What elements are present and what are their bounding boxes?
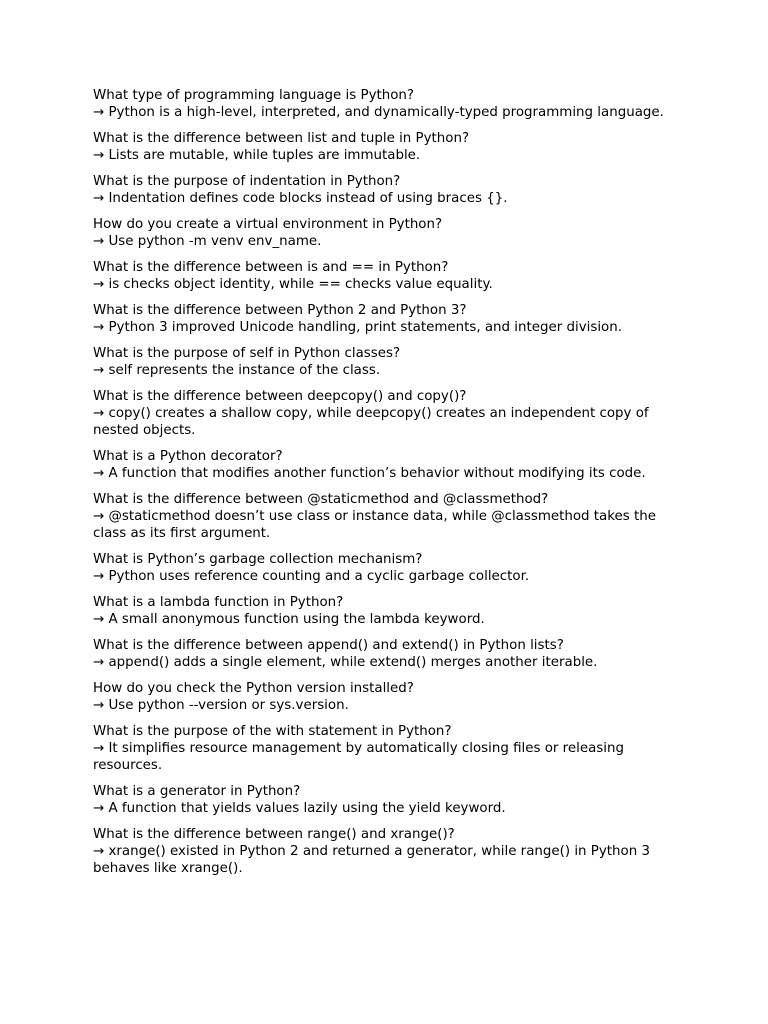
answer: → self represents the instance of the class. [93, 363, 381, 378]
answer: → Indentation defines code blocks instead of using braces {}. [93, 191, 508, 206]
answer: → A function that yields values lazily using the yield keyword. [93, 801, 506, 816]
qa-item-2 [93, 130, 673, 164]
question: What is the purpose of self in Python classes? [93, 346, 401, 361]
qa-item-7 [93, 345, 673, 379]
question: What is the difference between is and == in Python? [93, 260, 449, 275]
answer: → A function that modifies another function’s behavior without modifying its code. [93, 466, 646, 481]
question: What is the difference between deepcopy() and copy()? [93, 389, 467, 404]
qa-item-13 [93, 637, 673, 671]
answer: → Python is a high-level, interpreted, and dynamically-typed programming language. [93, 105, 664, 120]
answer: → @staticmethod doesn’t use class or instance data, while @classmethod takes the class as its first argument. [93, 509, 656, 541]
question: How do you create a virtual environment in Python? [93, 217, 443, 232]
answer: → is checks object identity, while == checks value equality. [93, 277, 493, 292]
question: How do you check the Python version installed? [93, 681, 414, 696]
qa-item-3 [93, 173, 673, 207]
question: What is a lambda function in Python? [93, 595, 344, 610]
question: What is a Python decorator? [93, 449, 283, 464]
qa-item-9 [93, 448, 673, 482]
qa-item-6 [93, 302, 673, 336]
question: What is the difference between @staticmethod and @classmethod? [93, 492, 549, 507]
question: What is the difference between list and tuple in Python? [93, 131, 470, 146]
qa-item-16 [93, 783, 673, 817]
qa-item-8 [93, 388, 673, 439]
answer: → A small anonymous function using the lambda keyword. [93, 612, 485, 627]
answer: → Python 3 improved Unicode handling, print statements, and integer division. [93, 320, 622, 335]
answer: → Lists are mutable, while tuples are immutable. [93, 148, 421, 163]
question: What is a generator in Python? [93, 784, 301, 799]
qa-item-14 [93, 680, 673, 714]
qa-item-11 [93, 551, 673, 585]
answer: → It simplifies resource management by automatically closing files or releasing resources. [93, 741, 624, 773]
question: What is the purpose of the with statement in Python? [93, 724, 452, 739]
question: What type of programming language is Python? [93, 88, 415, 103]
qa-item-1 [93, 87, 673, 121]
answer: → copy() creates a shallow copy, while deepcopy() creates an independent copy of nested objects. [93, 406, 649, 438]
question: What is the difference between Python 2 and Python 3? [93, 303, 467, 318]
qa-item-17 [93, 826, 673, 877]
qa-item-12 [93, 594, 673, 628]
question: What is the difference between append() and extend() in Python lists? [93, 638, 564, 653]
question: What is Python’s garbage collection mechanism? [93, 552, 423, 567]
qa-item-5 [93, 259, 673, 293]
question: What is the purpose of indentation in Python? [93, 174, 401, 189]
document-page [93, 87, 673, 886]
answer: → xrange() existed in Python 2 and returned a generator, while range() in Python 3 behaves like xrange(). [93, 844, 650, 876]
answer: → append() adds a single element, while extend() merges another iterable. [93, 655, 598, 670]
qa-item-15 [93, 723, 673, 774]
answer: → Use python --version or sys.version. [93, 698, 349, 713]
answer: → Use python -m venv env_name. [93, 234, 322, 249]
qa-item-4 [93, 216, 673, 250]
answer: → Python uses reference counting and a cyclic garbage collector. [93, 569, 530, 584]
qa-item-10 [93, 491, 673, 542]
question: What is the difference between range() and xrange()? [93, 827, 455, 842]
